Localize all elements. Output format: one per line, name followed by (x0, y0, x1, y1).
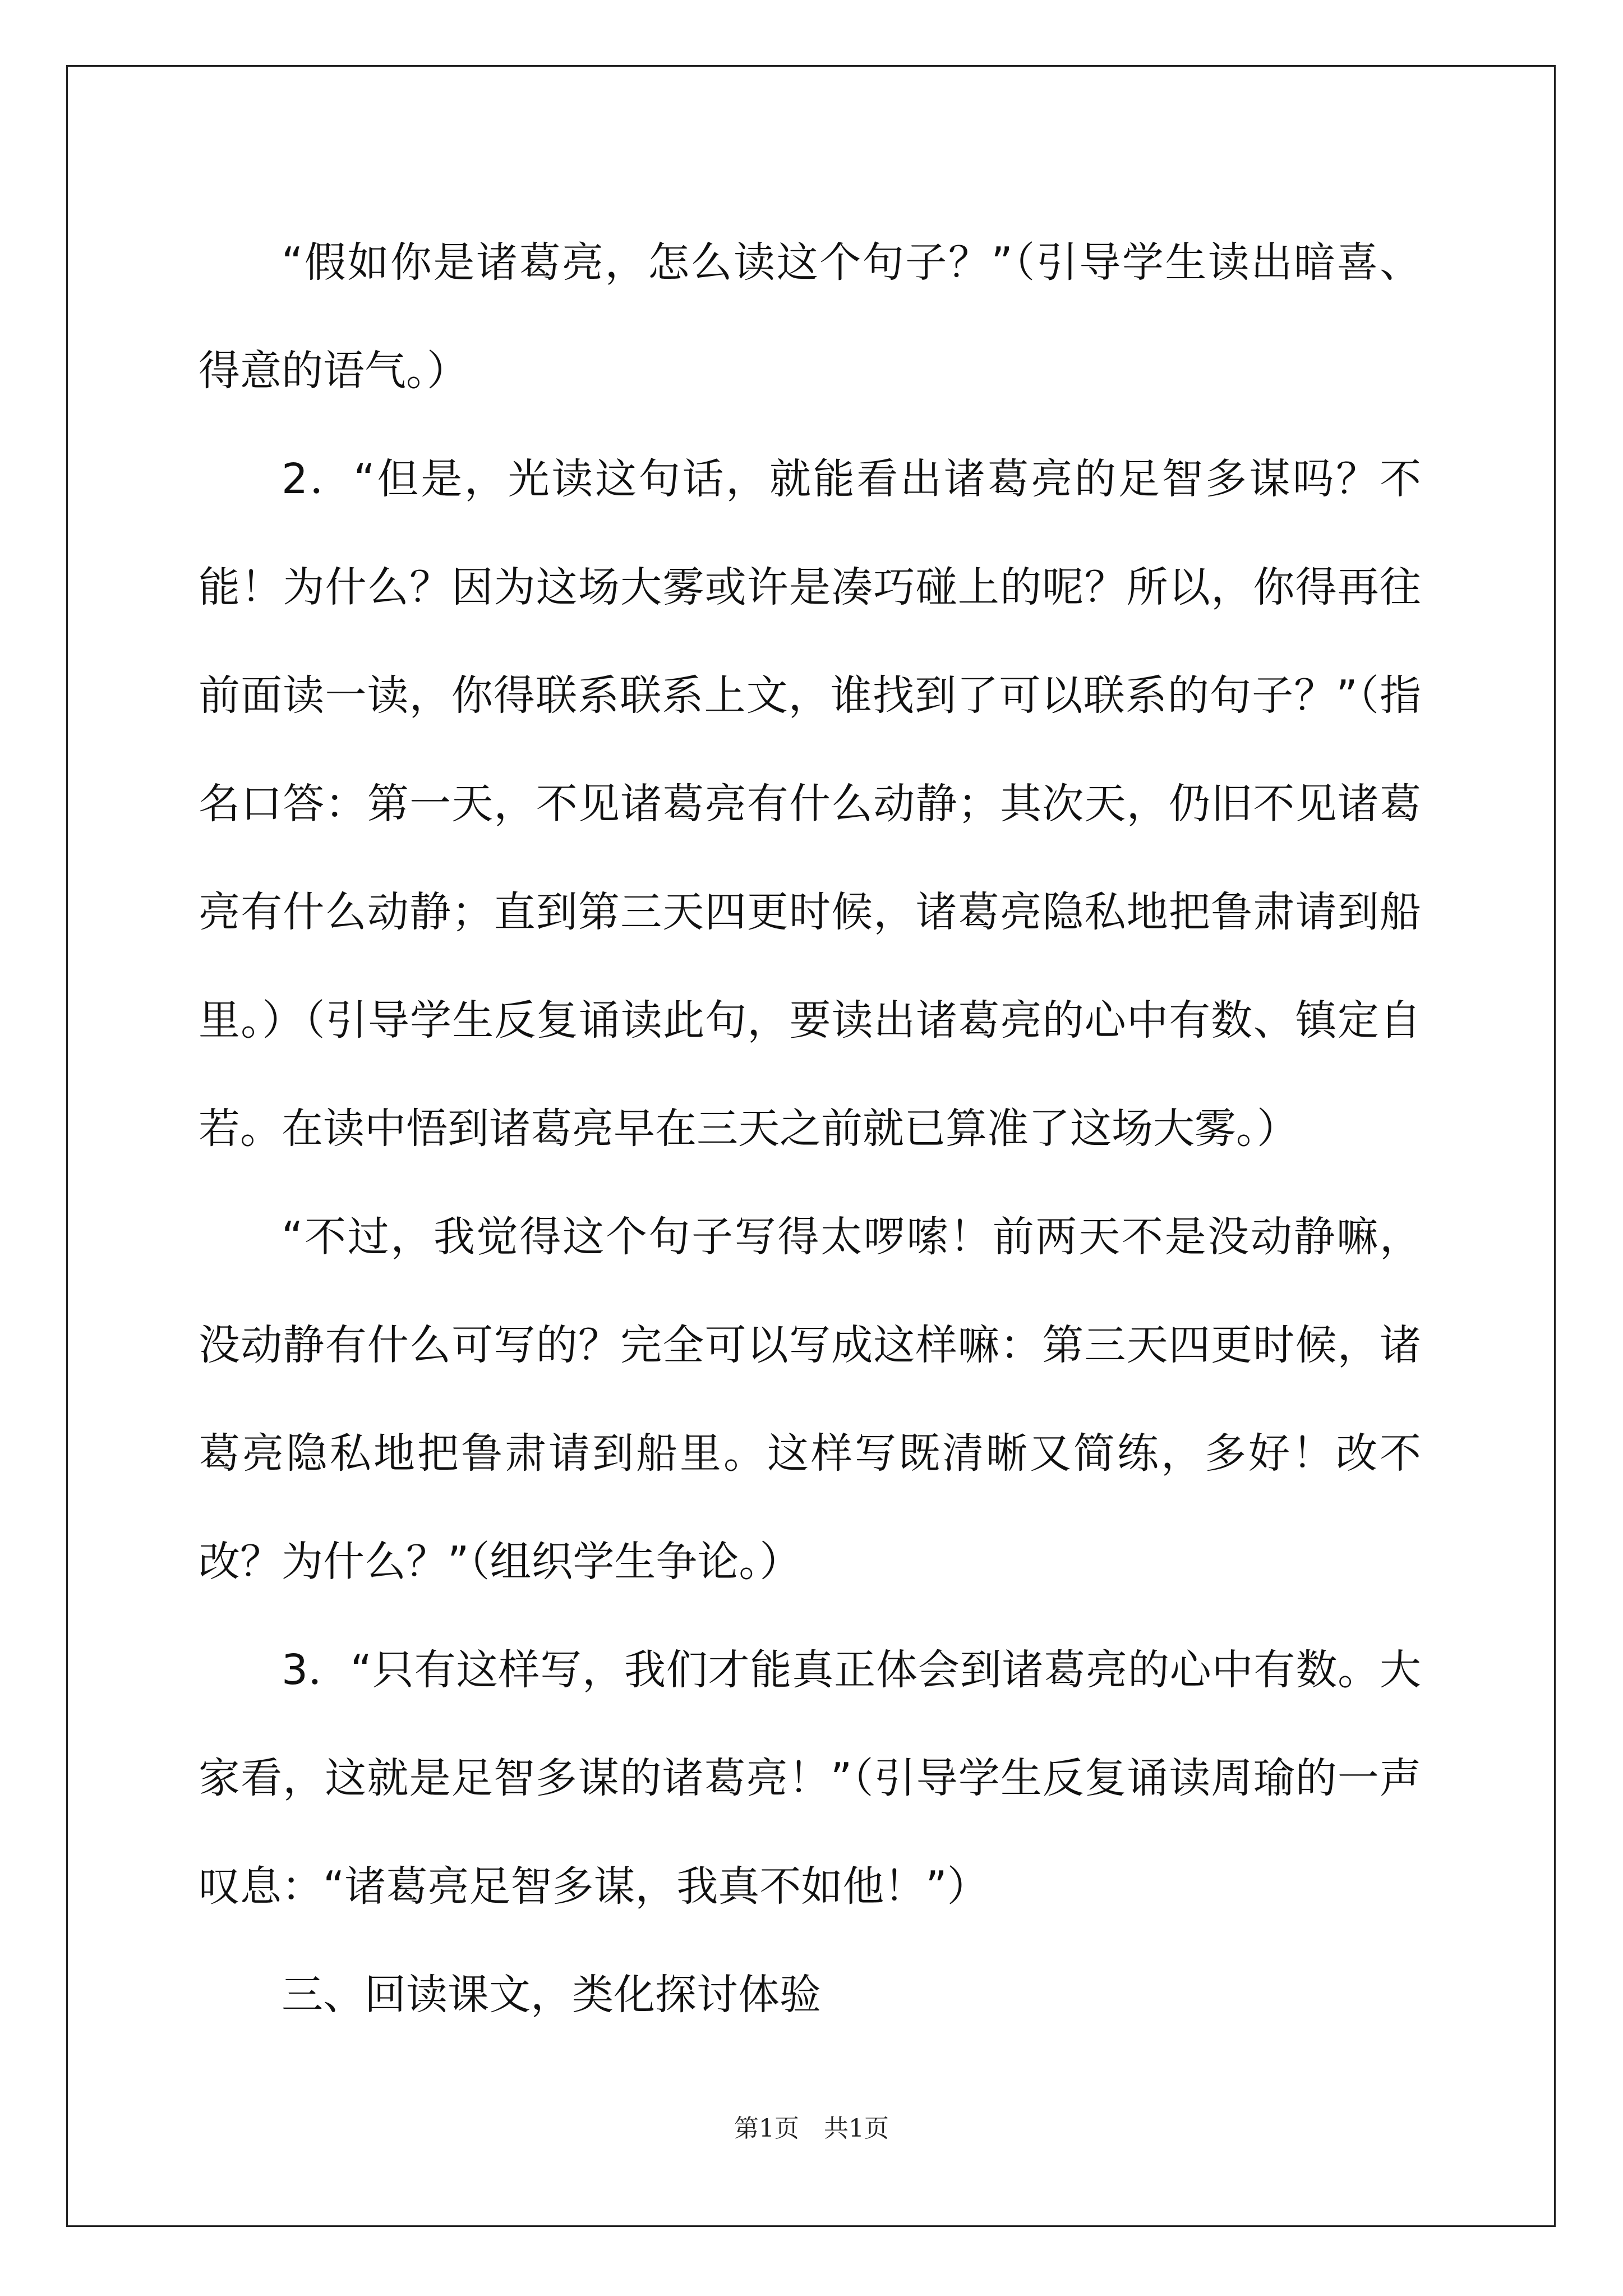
paragraph-4: 3．“只有这样写，我们才能真正体会到诸葛亮的心中有数。大家看，这就是足智多谋的诸葛亮！”（引导学生反复诵读周瑜的一声叹息：“诸葛亮足智多谋，我真不如他！”） (199, 1646, 1421, 1911)
section-heading: 三、回读课文，类化探讨体验 (282, 1971, 821, 2019)
paragraph-2: 2．“但是，光读这句话，就能看出诸葛亮的足智多谋吗？不能！为什么？因为这场大雾或许是凑巧碰上的呢？所以，你得再往前面读一读，你得联系联系上文，谁找到了可以联系的句子？”（指名口答：第一天，不见诸葛亮有什么动静；其次天，仍旧不见诸葛亮有什么动静；直到第三天四更时候，诸葛亮隐私地把鲁肃请到船里。）（引导学生反复诵读此句，要读出诸葛亮的心中有数、镇定自若。在读中悟到诸葛亮早在三天之前就已算准了这场大雾。） (199, 455, 1421, 1153)
page-footer: 第1页 共1页 (734, 2114, 889, 2143)
document-body (199, 209, 1421, 2049)
paragraph-3: “不过，我觉得这个句子写得太啰嗦！前两天不是没动静嘛，没动静有什么可写的？完全可以写成这样嘛：第三天四更时候，诸葛亮隐私地把鲁肃请到船里。这样写既清晰又简练，多好！改不改？为什么？”（组织学生争论。） (199, 1213, 1421, 1586)
paragraph-1: “假如你是诸葛亮，怎么读这个句子？”（引导学生读出暗喜、得意的语气。） (199, 238, 1421, 395)
